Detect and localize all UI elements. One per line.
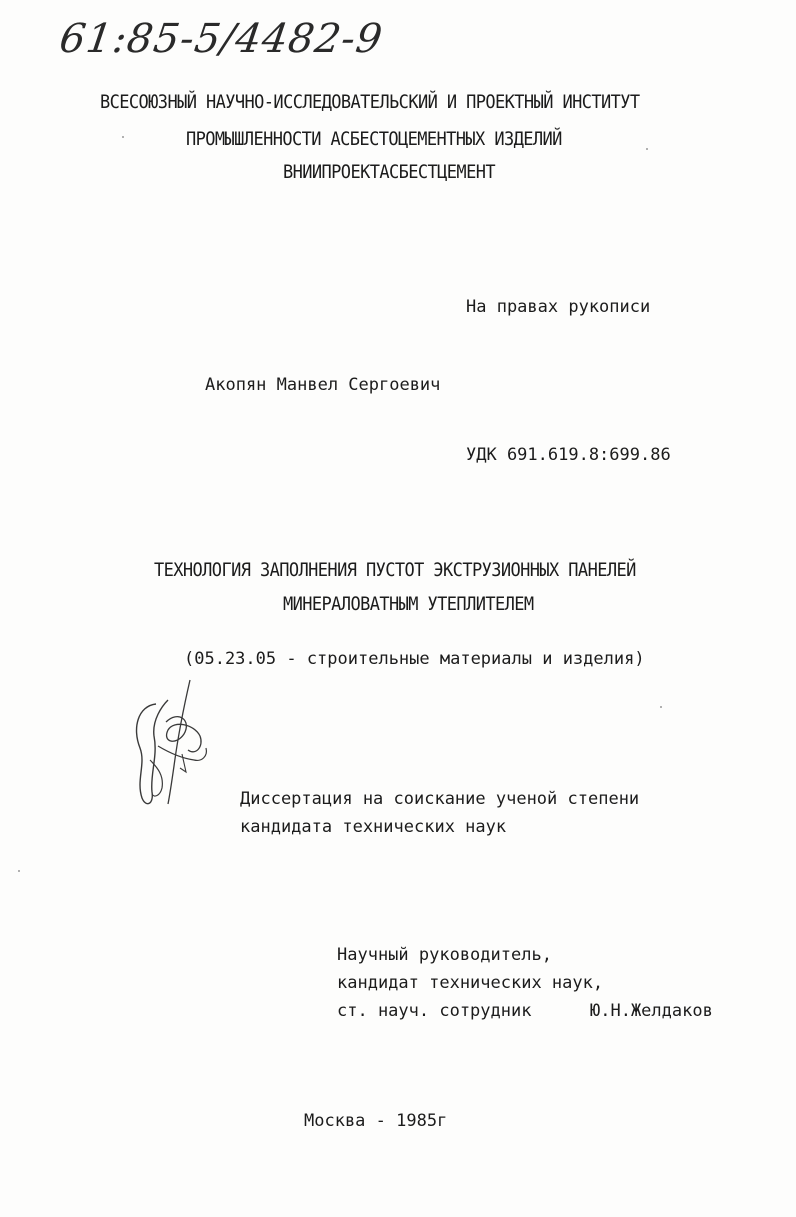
handwritten-archive-number: 61:85-5/4482-9 — [56, 16, 386, 62]
thesis-title-line-2: МИНЕРАЛОВАТНЫМ УТЕПЛИТЕЛЕМ — [283, 593, 534, 616]
supervisor-line-2: кандидат технических наук, — [337, 973, 604, 993]
scan-speck — [660, 706, 662, 708]
supervisor-role: ст. науч. сотрудник — [337, 1001, 532, 1021]
manuscript-rights-note: На правах рукописи — [466, 297, 651, 317]
dissertation-line-2: кандидата технических наук — [240, 817, 507, 837]
author-name: Акопян Манвел Сергоевич — [205, 375, 441, 395]
thesis-title-line-1: ТЕХНОЛОГИЯ ЗАПОЛНЕНИЯ ПУСТОТ ЭКСТРУЗИОННЫХ ПАНЕЛЕЙ — [154, 559, 636, 582]
specialty-code: (05.23.05 - строительные материалы и изделия) — [184, 649, 645, 669]
scan-speck — [18, 870, 20, 872]
supervisor-name: Ю.Н.Желдаков — [590, 1001, 713, 1021]
scan-speck — [122, 136, 124, 138]
place-and-year: Москва - 1985г — [304, 1111, 448, 1131]
institute-name-line-1: ВСЕСОЮЗНЫЙ НАУЧНО-ИССЛЕДОВАТЕЛЬСКИЙ И ПРОЕКТНЫЙ ИНСТИТУТ — [100, 91, 640, 114]
institute-name-line-2: ПРОМЫШЛЕННОСТИ АСБЕСТОЦЕМЕНТНЫХ ИЗДЕЛИЙ — [186, 128, 562, 151]
supervisor-line-1: Научный руководитель, — [337, 945, 552, 965]
scan-speck — [646, 148, 648, 150]
dissertation-line-1: Диссертация на соискание ученой степени — [240, 789, 640, 809]
institute-abbreviation: ВНИИПРОЕКТАСБЕСТЦЕМЕНТ — [283, 161, 495, 184]
signature-mark — [128, 676, 218, 816]
udc-code: УДК 691.619.8:699.86 — [466, 445, 671, 465]
